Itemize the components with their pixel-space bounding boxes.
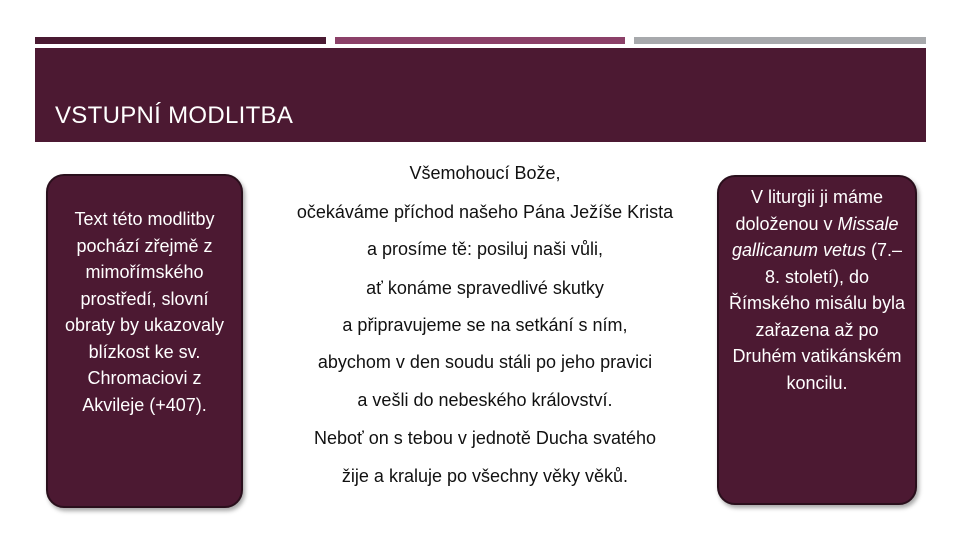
title-banner — [35, 48, 926, 142]
prayer-line: ať konáme spravedlivé skutky — [366, 278, 604, 298]
prayer-line: očekáváme příchod našeho Pána Ježíše Krista — [296, 202, 674, 222]
prayer-line: a prosíme tě: posiluj naši vůli, — [366, 239, 604, 259]
prayer-line: žije a kraluje po všechny věky věků. — [341, 466, 629, 486]
slide-title: VSTUPNÍ MODLITBA — [55, 102, 294, 129]
top-accent-bar-gray — [634, 37, 926, 44]
liturgy-note-card — [717, 175, 917, 505]
liturgy-note-before: V liturgii ji máme doloženou v — [735, 187, 884, 234]
origin-note-card — [46, 174, 243, 508]
liturgy-note-text — [725, 184, 909, 396]
top-accent-bar-mid — [335, 37, 625, 44]
origin-note-text: Text této modlitby pochází zřejmě z mimořímského prostředí, slovní obraty by ukazovaly blízkost ke sv. Chromaciovi z Akvileje (+407). — [64, 209, 225, 415]
prayer-line: Neboť on s tebou v jednotě Ducha svatého — [314, 428, 656, 448]
prayer-line: Všemohoucí Bože, — [409, 163, 561, 183]
prayer-line: a vešli do nebeského království. — [357, 390, 613, 410]
liturgy-note-after: (7.–8. století), do Římského misálu byla zařazena až po Druhém vatikánském koncilu. — [728, 240, 906, 393]
prayer-line: a připravujeme se na setkání s ním, — [342, 315, 628, 335]
prayer-line: abychom v den soudu stáli po jeho pravici — [317, 352, 653, 372]
top-accent-bar-dark — [35, 37, 326, 44]
liturgy-note-book-title: Missale gallicanum vetus — [731, 213, 899, 260]
